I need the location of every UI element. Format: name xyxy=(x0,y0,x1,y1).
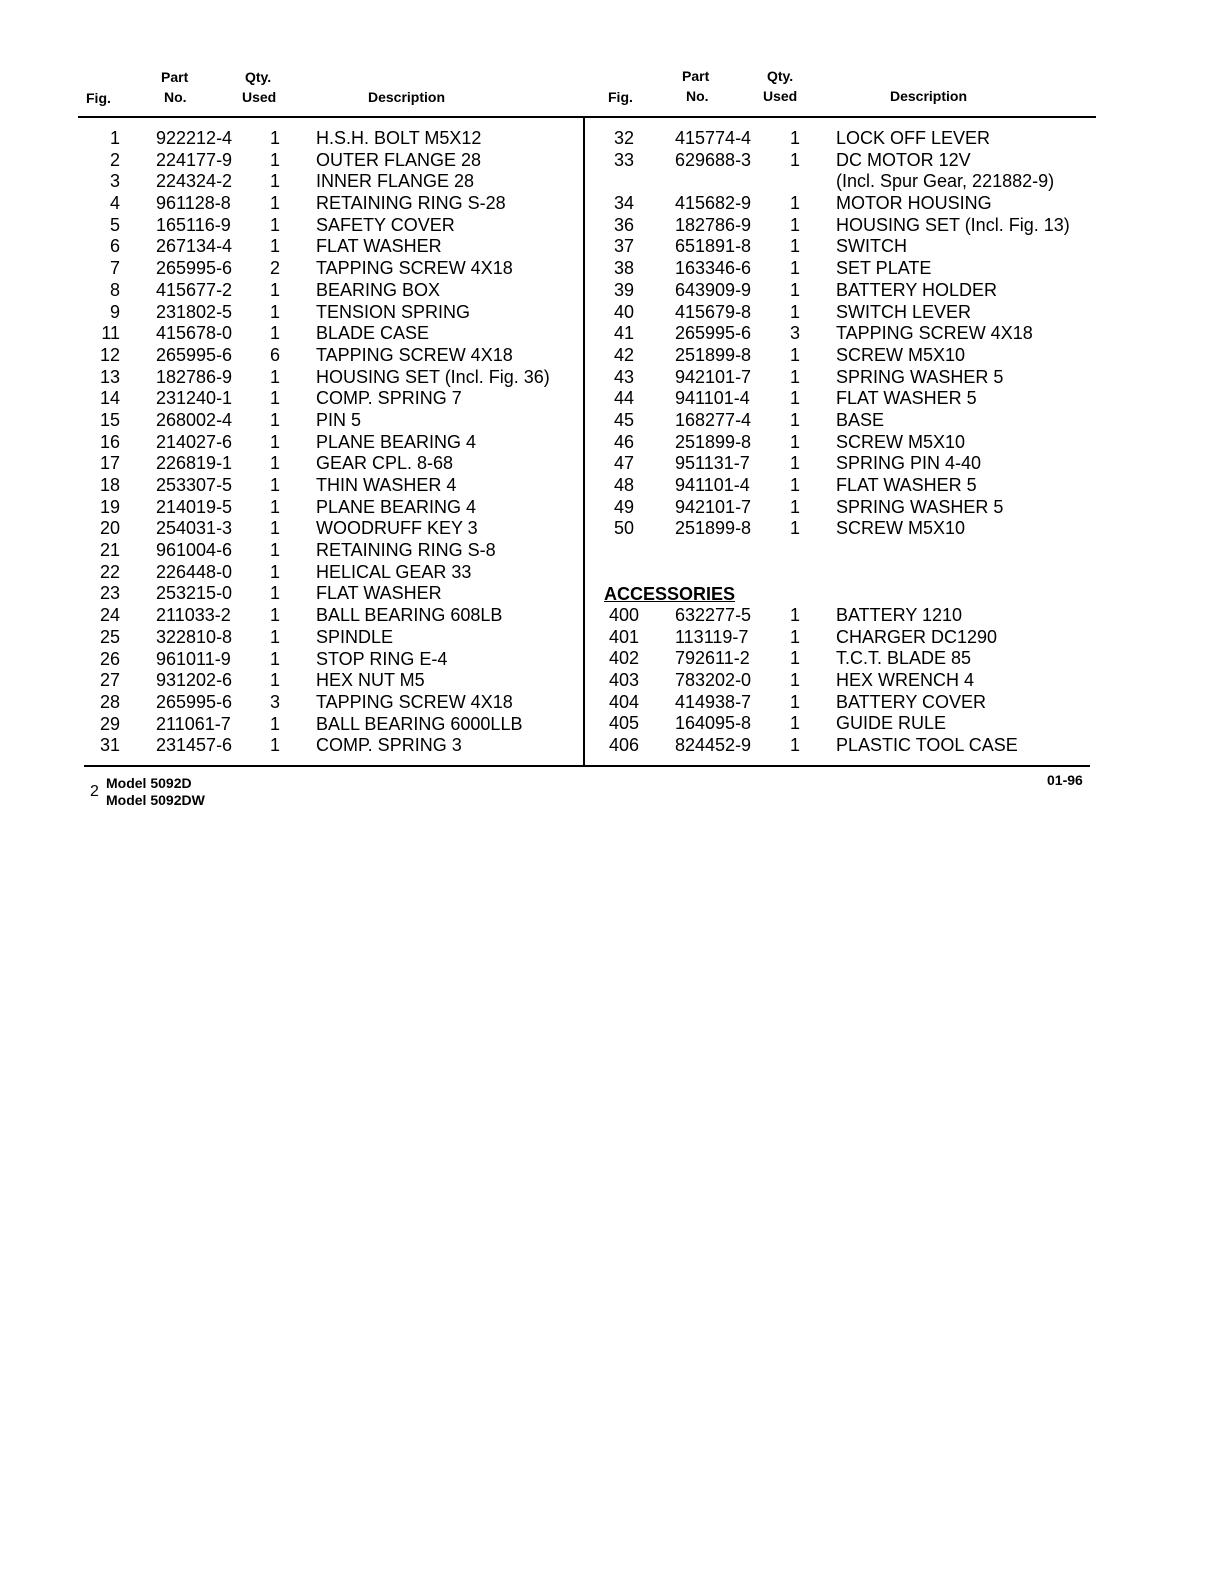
left-part-desc: PLANE BEARING 4 xyxy=(316,496,477,517)
accessory-desc: T.C.T. BLADE 85 xyxy=(836,648,972,669)
left-part-fig: 31 xyxy=(99,735,120,756)
right-part-qty: 1 xyxy=(789,409,800,430)
left-part-part: 267134-4 xyxy=(156,236,233,257)
right-part-desc: FLAT WASHER 5 xyxy=(836,475,977,495)
accessory-fig: 404 xyxy=(608,691,640,712)
left-part-qty: 1 xyxy=(269,323,280,344)
left-part-part: 226819-1 xyxy=(156,453,233,474)
accessory-row xyxy=(0,648,1224,670)
right-part-part: 251899-8 xyxy=(675,518,752,539)
left-part-qty: 1 xyxy=(269,713,280,734)
left-part-desc: TAPPING SCREW 4X18 xyxy=(316,691,513,712)
left-part-part: 961011-9 xyxy=(156,648,231,669)
right-part-fig: 37 xyxy=(613,236,635,257)
right-part-row xyxy=(0,215,1224,237)
left-part-fig: 1 xyxy=(109,128,120,148)
left-part-fig: 29 xyxy=(99,713,120,734)
right-part-qty: 1 xyxy=(789,388,800,409)
right-part-row xyxy=(0,258,1224,280)
right-part-part: 942101-7 xyxy=(675,496,752,517)
right-part-desc: (Incl. Spur Gear, 221882-9) xyxy=(836,171,1055,192)
left-part-fig: 26 xyxy=(99,648,120,669)
accessory-row xyxy=(0,713,1224,735)
accessory-part: 824452-9 xyxy=(675,735,752,756)
left-part-fig: 27 xyxy=(99,670,120,691)
right-part-fig: 44 xyxy=(613,388,635,409)
left-part-desc: THIN WASHER 4 xyxy=(316,475,457,495)
left-part-part: 415677-2 xyxy=(156,279,233,300)
right-part-fig: 43 xyxy=(613,366,635,387)
left-part-qty: 3 xyxy=(269,691,280,712)
accessory-part: 792611-2 xyxy=(675,648,750,669)
right-part-row xyxy=(0,302,1224,324)
left-part-part: 268002-4 xyxy=(156,409,233,430)
right-part-fig: 50 xyxy=(613,518,635,539)
left-part-fig: 9 xyxy=(109,301,120,322)
right-part-row xyxy=(0,518,1224,540)
right-part-fig: 49 xyxy=(613,496,635,517)
right-part-fig: 36 xyxy=(613,214,635,235)
right-part-qty: 1 xyxy=(789,301,800,322)
right-part-desc: SCREW M5X10 xyxy=(836,344,966,365)
accessory-fig: 401 xyxy=(608,626,640,647)
right-part-row xyxy=(0,367,1224,389)
right-part-part: 651891-8 xyxy=(675,236,752,257)
right-part-row xyxy=(0,236,1224,258)
accessory-desc: CHARGER DC1290 xyxy=(836,626,998,647)
accessory-part: 783202-0 xyxy=(675,670,752,691)
right-part-row xyxy=(0,497,1224,519)
accessory-fig: 406 xyxy=(608,735,640,756)
left-part-desc: HEX NUT M5 xyxy=(316,670,425,691)
right-part-fig: 41 xyxy=(613,323,635,344)
page-number: 2 xyxy=(90,783,99,800)
right-part-fig: 48 xyxy=(613,475,635,495)
right-part-desc: SPRING PIN 4-40 xyxy=(836,453,982,474)
accessory-part: 632277-5 xyxy=(675,605,752,625)
right-part-desc: SPRING WASHER 5 xyxy=(836,366,1004,387)
left-part-fig: 11 xyxy=(101,323,120,344)
left-part-part: 254031-3 xyxy=(156,518,233,539)
right-part-desc: SWITCH LEVER xyxy=(836,301,972,322)
right-part-part: 951131-7 xyxy=(675,453,750,474)
right-part-qty: 1 xyxy=(789,149,800,170)
right-part-part: 629688-3 xyxy=(675,149,752,170)
right-part-fig: 39 xyxy=(613,279,635,300)
left-part-fig: 28 xyxy=(99,691,120,712)
right-part-part: 251899-8 xyxy=(675,344,752,365)
left-part-qty: 1 xyxy=(269,388,280,409)
left-part-part: 231240-1 xyxy=(156,388,233,409)
header-fig-left: Fig. xyxy=(86,90,111,106)
accessory-fig: 403 xyxy=(608,670,640,691)
right-part-desc: BATTERY HOLDER xyxy=(836,279,998,300)
right-part-qty: 1 xyxy=(789,518,800,539)
left-part-part: 961128-8 xyxy=(156,193,231,214)
right-part-qty: 1 xyxy=(789,344,800,365)
model-label-2: Model 5092DW xyxy=(106,792,205,808)
header-qty-left-top: Qty. xyxy=(245,69,272,85)
left-part-fig: 7 xyxy=(109,258,120,279)
right-part-row xyxy=(0,280,1224,302)
parts-list-right xyxy=(0,128,1224,540)
header-part-left-top: Part xyxy=(161,69,189,85)
accessory-qty: 1 xyxy=(789,735,800,756)
left-part-desc: PLANE BEARING 4 xyxy=(316,431,477,452)
right-part-row xyxy=(0,323,1224,345)
left-part-fig: 14 xyxy=(99,388,120,409)
right-part-part: 415774-4 xyxy=(675,128,752,148)
right-part-part: 251899-8 xyxy=(675,431,752,452)
right-part-desc: LOCK OFF LEVER xyxy=(836,128,991,148)
right-part-part: 163346-6 xyxy=(675,258,752,279)
left-part-qty: 1 xyxy=(269,409,280,430)
left-part-desc: STOP RING E-4 xyxy=(316,648,448,669)
footer-rule xyxy=(84,765,1090,767)
left-part-qty: 6 xyxy=(269,344,280,365)
left-part-part: 211061-7 xyxy=(156,713,231,734)
accessory-row xyxy=(0,605,1224,627)
header-part-left-bottom: No. xyxy=(164,89,187,105)
accessory-part: 113119-7 xyxy=(675,626,749,647)
right-part-row xyxy=(0,388,1224,410)
left-part-fig: 3 xyxy=(109,171,120,192)
left-part-part: 931202-6 xyxy=(156,670,233,691)
left-part-desc: COMP. SPRING 3 xyxy=(316,735,462,756)
accessory-desc: BATTERY COVER xyxy=(836,691,987,712)
accessory-row xyxy=(0,692,1224,714)
date-code: 01-96 xyxy=(1047,772,1083,788)
left-part-desc: HOUSING SET (Incl. Fig. 36) xyxy=(316,366,550,387)
left-part-fig: 18 xyxy=(99,475,120,495)
left-part-qty: 2 xyxy=(269,258,280,279)
left-part-qty: 1 xyxy=(269,540,280,561)
left-part-part: 253307-5 xyxy=(156,475,233,495)
accessories-list xyxy=(0,605,1224,757)
accessory-row xyxy=(0,735,1224,757)
left-part-desc: FLAT WASHER xyxy=(316,583,442,604)
right-part-row xyxy=(0,128,1224,150)
header-part-right-bottom: No. xyxy=(686,88,709,104)
right-part-qty: 1 xyxy=(789,431,800,452)
right-part-desc: DC MOTOR 12V xyxy=(836,149,971,170)
left-part-desc: INNER FLANGE 28 xyxy=(316,171,475,192)
right-part-fig: 47 xyxy=(613,453,635,474)
left-part-fig: 25 xyxy=(99,626,120,647)
left-part-fig: 23 xyxy=(99,583,120,604)
right-part-part: 643909-9 xyxy=(675,279,752,300)
left-part-fig: 21 xyxy=(99,540,120,561)
right-part-row xyxy=(0,345,1224,367)
left-part-qty: 1 xyxy=(269,366,280,387)
left-part-part: 322810-8 xyxy=(156,626,233,647)
header-qty-right-top: Qty. xyxy=(767,68,794,84)
header-qty-right-bottom: Used xyxy=(763,88,798,104)
right-part-row xyxy=(0,150,1224,172)
left-part-part: 265995-6 xyxy=(156,344,233,365)
right-part-fig: 42 xyxy=(613,344,635,365)
right-part-qty: 1 xyxy=(789,453,800,474)
accessory-row xyxy=(0,670,1224,692)
left-part-row xyxy=(0,562,584,584)
left-part-qty: 1 xyxy=(269,128,280,148)
left-part-desc: BALL BEARING 6000LLB xyxy=(316,713,523,734)
header-part-right-top: Part xyxy=(682,68,710,84)
left-part-qty: 1 xyxy=(269,193,280,214)
right-part-qty: 1 xyxy=(789,258,800,279)
right-part-desc: SCREW M5X10 xyxy=(836,431,966,452)
left-part-qty: 1 xyxy=(269,735,280,756)
left-part-part: 214019-5 xyxy=(156,496,233,517)
accessories-heading: ACCESSORIES xyxy=(604,584,736,604)
accessory-row xyxy=(0,627,1224,649)
header-qty-left-bottom: Used xyxy=(242,89,277,105)
left-part-fig: 17 xyxy=(99,453,120,474)
left-part-desc: WOODRUFF KEY 3 xyxy=(316,518,478,539)
right-part-desc: MOTOR HOUSING xyxy=(836,193,992,214)
accessory-part: 414938-7 xyxy=(675,691,752,712)
right-part-fig: 38 xyxy=(613,258,635,279)
left-part-fig: 12 xyxy=(99,344,120,365)
left-part-desc: TAPPING SCREW 4X18 xyxy=(316,258,513,279)
left-part-part: 214027-6 xyxy=(156,431,233,452)
accessory-qty: 1 xyxy=(789,713,800,734)
left-part-part: 226448-0 xyxy=(156,561,233,582)
left-part-fig: 2 xyxy=(109,149,120,170)
left-part-part: 211033-2 xyxy=(156,605,231,626)
right-part-qty: 1 xyxy=(789,279,800,300)
right-part-row xyxy=(0,475,1224,497)
left-part-qty: 1 xyxy=(269,626,280,647)
left-part-qty: 1 xyxy=(269,301,280,322)
right-part-fig: 33 xyxy=(613,149,635,170)
left-part-qty: 1 xyxy=(269,171,280,192)
right-part-row xyxy=(0,410,1224,432)
left-part-desc: HELICAL GEAR 33 xyxy=(316,561,472,582)
left-part-desc: PIN 5 xyxy=(316,409,362,430)
right-part-desc: HOUSING SET (Incl. Fig. 13) xyxy=(836,214,1070,235)
left-part-qty: 1 xyxy=(269,431,280,452)
left-part-part: 231802-5 xyxy=(156,301,233,322)
right-part-part: 415679-8 xyxy=(675,301,752,322)
accessory-qty: 1 xyxy=(789,648,800,669)
left-part-qty: 1 xyxy=(269,670,280,691)
left-part-part: 961004-6 xyxy=(156,540,233,561)
left-part-qty: 1 xyxy=(269,518,280,539)
right-part-fig: 45 xyxy=(613,409,635,430)
left-part-part: 182786-9 xyxy=(156,366,233,387)
header-description-right: Description xyxy=(890,88,968,104)
left-part-part: 253215-0 xyxy=(156,583,233,604)
right-part-fig: 32 xyxy=(613,128,635,148)
accessory-qty: 1 xyxy=(789,626,800,647)
left-part-desc: TAPPING SCREW 4X18 xyxy=(316,344,513,365)
left-part-qty: 1 xyxy=(269,648,280,669)
left-part-fig: 22 xyxy=(99,561,120,582)
right-part-qty: 3 xyxy=(789,323,800,344)
accessory-desc: HEX WRENCH 4 xyxy=(836,670,975,691)
accessory-qty: 1 xyxy=(789,670,800,691)
left-part-desc: SPINDLE xyxy=(316,626,394,647)
left-part-desc: RETAINING RING S-28 xyxy=(316,193,506,214)
left-part-qty: 1 xyxy=(269,583,280,604)
left-part-qty: 1 xyxy=(269,561,280,582)
left-part-desc: GEAR CPL. 8-68 xyxy=(316,453,454,474)
left-part-fig: 5 xyxy=(109,214,120,235)
header-rule xyxy=(78,116,1096,118)
left-part-desc: COMP. SPRING 7 xyxy=(316,388,462,409)
left-part-qty: 1 xyxy=(269,236,280,257)
right-part-desc: TAPPING SCREW 4X18 xyxy=(836,323,1033,344)
right-part-desc: SCREW M5X10 xyxy=(836,518,966,539)
right-part-qty: 1 xyxy=(789,475,800,495)
accessory-fig: 405 xyxy=(608,713,640,734)
left-part-qty: 1 xyxy=(269,279,280,300)
left-part-fig: 19 xyxy=(99,496,120,517)
left-part-fig: 16 xyxy=(99,431,120,452)
left-part-qty: 1 xyxy=(269,475,280,495)
left-part-part: 265995-6 xyxy=(156,258,233,279)
left-part-part: 224324-2 xyxy=(156,171,233,192)
right-part-qty: 1 xyxy=(789,366,800,387)
left-part-fig: 15 xyxy=(99,409,120,430)
left-part-part: 265995-6 xyxy=(156,691,233,712)
accessory-qty: 1 xyxy=(789,691,800,712)
left-part-qty: 1 xyxy=(269,453,280,474)
right-part-qty: 1 xyxy=(789,236,800,257)
left-part-fig: 20 xyxy=(99,518,120,539)
left-part-qty: 1 xyxy=(269,496,280,517)
right-part-part: 415682-9 xyxy=(675,193,752,214)
model-label-1: Model 5092D xyxy=(106,775,192,791)
left-part-part: 224177-9 xyxy=(156,149,233,170)
left-part-desc: H.S.H. BOLT M5X12 xyxy=(316,128,482,148)
left-part-part: 922212-4 xyxy=(156,128,233,148)
left-part-desc: FLAT WASHER xyxy=(316,236,442,257)
left-part-part: 165116-9 xyxy=(156,214,231,235)
right-part-desc: BASE xyxy=(836,409,885,430)
left-part-part: 231457-6 xyxy=(156,735,233,756)
right-part-part: 182786-9 xyxy=(675,214,752,235)
left-part-desc: BEARING BOX xyxy=(316,279,441,300)
accessory-qty: 1 xyxy=(789,605,800,625)
right-part-part: 168277-4 xyxy=(675,409,752,430)
left-part-part: 415678-0 xyxy=(156,323,233,344)
left-part-qty: 1 xyxy=(269,605,280,626)
left-part-qty: 1 xyxy=(269,214,280,235)
left-part-qty: 1 xyxy=(269,149,280,170)
right-part-desc: SPRING WASHER 5 xyxy=(836,496,1004,517)
right-part-qty: 1 xyxy=(789,193,800,214)
right-part-part: 941101-4 xyxy=(675,388,750,409)
right-part-row xyxy=(0,453,1224,475)
right-part-row xyxy=(0,193,1224,215)
left-part-row xyxy=(0,540,584,562)
left-part-desc: OUTER FLANGE 28 xyxy=(316,149,482,170)
left-part-desc: BLADE CASE xyxy=(316,323,430,344)
accessory-desc: GUIDE RULE xyxy=(836,713,947,734)
right-part-desc: SWITCH xyxy=(836,236,907,257)
right-part-row xyxy=(0,432,1224,454)
right-part-fig: 34 xyxy=(613,193,635,214)
accessory-part: 164095-8 xyxy=(675,713,752,734)
header-fig-right: Fig. xyxy=(608,89,633,105)
right-part-row xyxy=(0,171,1224,193)
accessory-fig: 400 xyxy=(608,605,640,625)
header-description-left: Description xyxy=(368,89,446,105)
right-part-qty: 1 xyxy=(789,128,800,148)
left-part-fig: 6 xyxy=(109,236,120,257)
left-part-fig: 4 xyxy=(109,193,120,214)
left-part-desc: RETAINING RING S-8 xyxy=(316,540,496,561)
left-part-fig: 13 xyxy=(99,366,120,387)
left-part-fig: 8 xyxy=(109,279,120,300)
accessory-desc: PLASTIC TOOL CASE xyxy=(836,735,1018,756)
right-part-part: 265995-6 xyxy=(675,323,752,344)
accessory-desc: BATTERY 1210 xyxy=(836,605,963,625)
right-part-desc: FLAT WASHER 5 xyxy=(836,388,977,409)
right-part-qty: 1 xyxy=(789,214,800,235)
left-part-desc: TENSION SPRING xyxy=(316,301,471,322)
right-part-part: 941101-4 xyxy=(675,475,750,495)
left-part-row xyxy=(0,583,584,605)
right-part-fig: 40 xyxy=(613,301,635,322)
right-part-desc: SET PLATE xyxy=(836,258,932,279)
right-part-fig: 46 xyxy=(613,431,635,452)
left-part-desc: SAFETY COVER xyxy=(316,214,455,235)
accessory-fig: 402 xyxy=(608,648,640,669)
left-part-desc: BALL BEARING 608LB xyxy=(316,605,503,626)
right-part-part: 942101-7 xyxy=(675,366,752,387)
left-part-fig: 24 xyxy=(99,605,120,626)
right-part-qty: 1 xyxy=(789,496,800,517)
